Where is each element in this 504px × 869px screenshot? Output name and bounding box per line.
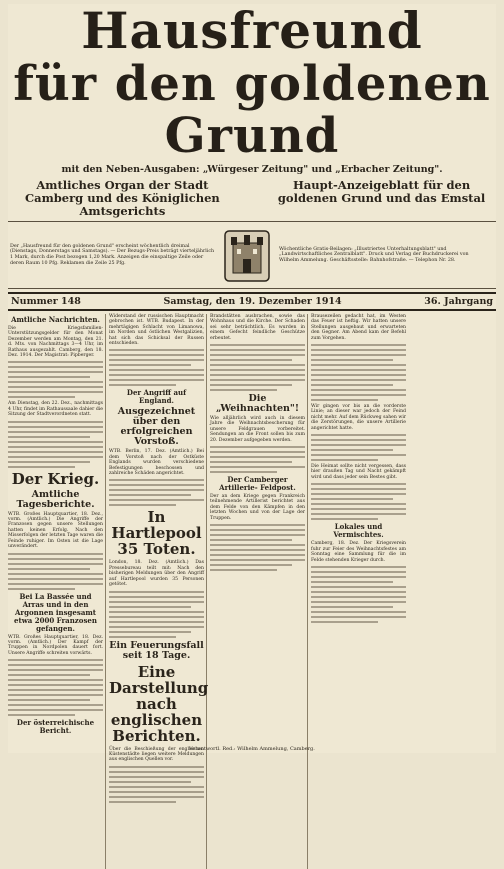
footer-imprint: Verantwortl. Red.: Wilhelm Ammelung, Camberg. (189, 746, 315, 752)
column-1 (8, 314, 106, 869)
text-lines-filler (8, 361, 103, 398)
masthead-title-line2: für den goldenen Grund (13, 56, 491, 164)
article-heading: Die „Weihnachten"! (215, 393, 300, 415)
text-lines-filler (109, 591, 204, 638)
article-heading: Amtliche Tagesberichte. (16, 488, 95, 510)
text-lines-filler (109, 349, 204, 386)
text-lines-filler (8, 421, 103, 468)
article-paragraph: Wie alljährlich wird auch in diesem Jahre die Weihnachtsbescherung für unsere Feldgrauen vorbereitet. Sendungen an die Front sollen bis zum 20. Dezember aufgegeben werden. (210, 416, 305, 443)
column-2 (109, 314, 207, 869)
masthead-infobox (8, 221, 496, 289)
article-paragraph: Über die Beschießung der englischen Küstenstädte liegen weitere Meldungen aus englischen Quellen vor. (109, 746, 204, 763)
article-heading: Bei La Bassée und Arras und in den Argonnen insgesamt etwa 2000 Franzosen gefangen. (14, 591, 97, 633)
text-lines-filler (210, 344, 305, 391)
article-paragraph: Camberg, 18. Dez. Der Kriegsverein fuhr zur Feier des Weihnachtsfestes am Sonntag eine Sammlung für die im Felde stehenden Krieger durch. (311, 541, 406, 563)
text-lines-filler (109, 766, 204, 803)
article-heading: Der Angriff auf England. (126, 388, 187, 406)
text-lines-filler (8, 553, 103, 590)
article-paragraph: WTB. Großes Hauptquartier, 18. Dez. vorm. (Amtlich.) Der Kampf der Truppen in Nordpolen dauert fort. Unsere Angriffe schreiten vorwärts. (8, 634, 103, 656)
article-heading: Der Camberger Artillerie- Feldpost. (219, 475, 296, 493)
masthead-subtitle: mit den Neben-Ausgaben: „Würgeser Zeitung" und „Erbacher Zeitung". (61, 164, 443, 175)
masthead-right-info: Wöchentliche Gratis-Beilagen: „Illustriertes Unterhaltungsblatt" und „Landwirtschaftliches Zentralblatt". Druck und Verlag der Buchdruckerei von Wilhelm Ammelung. Geschäftsstelle: Bahnhofstraße. — Telephon Nr. 28. (278, 246, 469, 263)
article-columns (8, 314, 496, 869)
column-4 (311, 314, 408, 869)
issue-date: Samstag, den 19. Dezember 1914 (163, 296, 342, 307)
text-lines-filler (210, 446, 305, 473)
issue-bar (8, 292, 496, 311)
article-paragraph: Brausezeilen gedacht hat, im Westen das Feuer ist heftig. Wir hatten unsere Stellungen ausgebaut und erwarteten den Gegner. Am Abend kam der Befehl zum Vorgehen. (311, 314, 406, 341)
article-paragraph: WTB. Großes Hauptquartier, 18. Dez., vorm. (Amtlich.) Die Angriffe der Franzosen gegen unsere Stellungen hatten keinen Erfolg. Nach den Misserfolgen der letzten Tage waren die Feinde ruhiger. Im Osten ist die Lage unverändert. (8, 511, 103, 550)
masthead-left-info: Der „Hausfreund für den goldenen Grund" erscheint wöchentlich dreimal (Dienstags, Donnerstags und Samstags). — Der Bezugs-Preis beträgt vierteljährlich 1 Mark, durch die Post bezogen 1,20 Mark. Anzeigen die einspaltige Zeile oder deren Raum 10 Pfg. Reklamen die Zeile 25 Pfg. (10, 243, 215, 266)
article-paragraph: London, 18. Dez. (Amtlich.) Das Pressebureau teilt mit: Nach den bisherigen Meldungen über den Angriff auf Hartlepool wurden 35 Personen getötet. (109, 560, 204, 588)
column-3 (210, 314, 308, 869)
article-heading: Amtliche Nachrichten. (11, 315, 100, 324)
text-lines-filler (210, 524, 305, 571)
newspaper-page (8, 1, 496, 763)
article-heading: Der österreichische Bericht. (16, 718, 95, 736)
article-paragraph: Der an dem Kriege gegen Frankreich teilnehmende Artillerist berichtet aus dem Felde von den Kämpfen in den letzten Wochen und von der Lage der Truppen. (210, 494, 305, 521)
article-paragraph: Am Dienstag, den 22. Dez., nachmittags 4 Uhr, findet im Rathaussaale dahier die Sitzung der Stadtverordneten statt. (8, 401, 103, 418)
article-paragraph: Wir gingen vor bis an die vorderste Linie; an dieser war jedoch der Feind nicht mehr. Auf dem Rückweg sahen wir die Zerstörungen, die unsere Artillerie angerichtet hatte. (311, 404, 406, 431)
article-paragraph: Brandstätten ausbrachen, sowie das Wohnhaus und die Kirche. Der Schaden sei sehr beträchtlich. Es wurden in einem Gefecht feindliche Geschütze erbeutet. (210, 314, 305, 341)
issue-volume: 36. Jahrgang (424, 296, 493, 307)
text-lines-filler (311, 344, 406, 401)
article-heading: Ein Feuerungsfall seit 18 Tage. (109, 639, 204, 661)
issue-number: Nummer 148 (11, 296, 81, 307)
article-paragraph: Widerstand der russischen Hauptmacht gebrochen ist. WTB. Budapest. In der mehrtägigen Schlacht von Limanowa, im Norden und östlichen Westgalizien, hat sich das Schicksal der Russen entschieden. (109, 314, 204, 347)
article-paragraph: WTB. Berlin, 17. Dez. (Amtlich.) Bei dem Vorstoß nach der Ostküste Englands wurden verschiedene Befestigungen beschossen und zahlreiche Schäden angerichtet. (109, 449, 204, 477)
text-lines-filler (109, 479, 204, 506)
masthead-left-head: Amtliches Organ der Stadt Camberg und des Königlichen Amtsgerichts (24, 178, 220, 218)
text-lines-filler (311, 566, 406, 623)
article-heading: Eine Darstellung nach englischen Berichten. (109, 662, 209, 745)
masthead-heads (12, 179, 492, 218)
masthead-title-line1: Hausfreund (81, 1, 423, 60)
article-heading: Der Krieg. (11, 469, 100, 488)
article-paragraph: Die Kriegsfamilien-Unterstützungsgelder für den Monat Dezember werden am Montag, den 21. d. Mts. von Nachmittags 3—4 Uhr, im Rathaus ausgezahlt. Camberg, den 18. Dez. 1914. Der Magistrat: Pipberger. (8, 326, 103, 359)
text-lines-filler (311, 434, 406, 461)
text-lines-filler (311, 483, 406, 520)
article-heading: In Hartlepool 35 Toten. (111, 508, 202, 559)
article-heading: Ausgezeichnet über den erfolgreichen Vorstoß. (117, 406, 196, 448)
article-heading: Lokales und Vermischtes. (333, 522, 384, 540)
article-paragraph: Die Heimat sollte nicht vergessen, dass hier draußen Tag und Nacht gekämpft wird und dass jeder sein Bestes gibt. (311, 464, 406, 480)
masthead-right-head: Haupt-Anzeigeblatt für den goldenen Grund und das Emstal (277, 178, 486, 205)
text-lines-filler (8, 659, 103, 716)
town-crest-emblem (217, 224, 277, 286)
